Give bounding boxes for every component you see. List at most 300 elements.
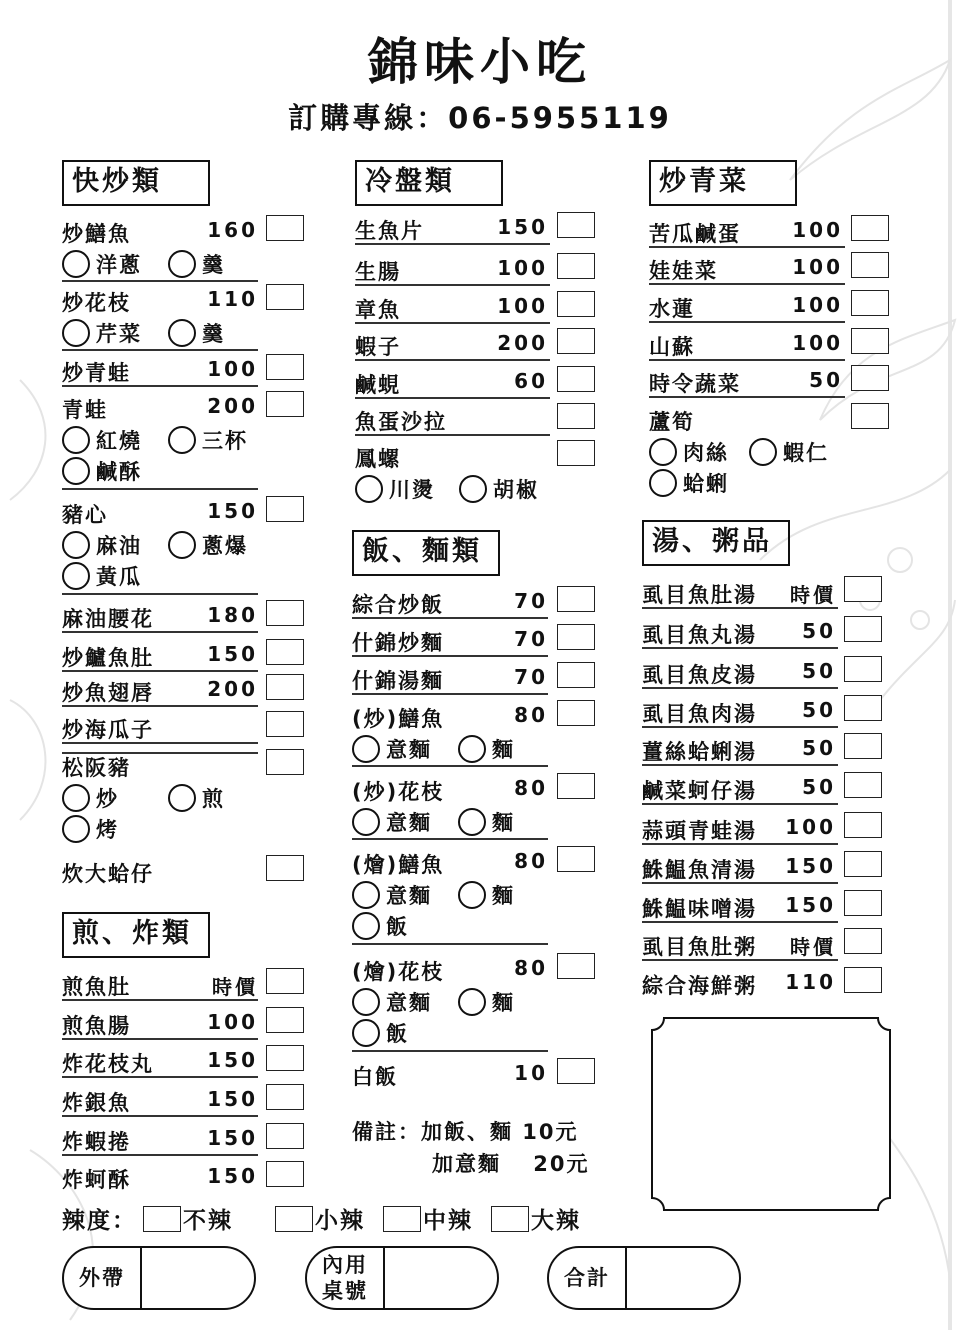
menu-item-name: 苦瓜鹹蛋 bbox=[649, 222, 741, 246]
order-qty-box[interactable] bbox=[851, 290, 889, 316]
option-radio-circle-icon[interactable] bbox=[459, 475, 487, 503]
row-divider bbox=[352, 765, 548, 767]
menu-item-price: 70 bbox=[514, 589, 548, 613]
row-divider bbox=[62, 670, 258, 672]
menu-item-name: 炒青蛙 bbox=[62, 361, 131, 385]
menu-item-name: (炒)鱔魚 bbox=[352, 707, 445, 731]
menu-item-name: 水蓮 bbox=[649, 297, 695, 321]
option-choice[interactable] bbox=[352, 911, 409, 941]
menu-item-name: 炊大蛤仔 bbox=[62, 862, 154, 886]
option-choice[interactable] bbox=[62, 783, 119, 813]
menu-item-name: 松阪豬 bbox=[62, 756, 131, 780]
option-label: 洋蔥 bbox=[96, 253, 142, 277]
order-qty-box[interactable] bbox=[266, 496, 304, 522]
menu-item-name: 章魚 bbox=[355, 298, 401, 322]
total-label: 合計 bbox=[564, 1266, 610, 1290]
option-label: 煎 bbox=[202, 787, 225, 811]
option-label: 飯 bbox=[386, 915, 409, 939]
menu-item-name: 煎魚腸 bbox=[62, 1014, 131, 1038]
spice-checkbox-hot[interactable] bbox=[491, 1206, 529, 1232]
order-qty-box[interactable] bbox=[557, 253, 595, 279]
menu-item-name: 綜合海鮮粥 bbox=[642, 974, 757, 998]
option-radio-circle-icon[interactable] bbox=[749, 438, 777, 466]
option-label: 烤 bbox=[96, 818, 119, 842]
menu-item-price: 50 bbox=[802, 659, 836, 683]
menu-item-price: 150 bbox=[497, 215, 548, 239]
menu-item-name: 鳳螺 bbox=[355, 447, 401, 471]
order-qty-box[interactable] bbox=[844, 616, 882, 642]
option-choice[interactable] bbox=[352, 880, 432, 910]
spice-checkbox-none[interactable] bbox=[143, 1206, 181, 1232]
order-qty-box[interactable] bbox=[851, 215, 889, 241]
row-divider bbox=[355, 359, 550, 361]
row-divider bbox=[642, 764, 838, 766]
row-divider bbox=[649, 246, 845, 248]
order-qty-box[interactable] bbox=[557, 773, 595, 799]
order-qty-box[interactable] bbox=[844, 656, 882, 682]
option-label: 麵 bbox=[492, 811, 515, 835]
menu-item-name: (炒)花枝 bbox=[352, 780, 445, 804]
menu-item-name: 豬心 bbox=[62, 503, 108, 527]
option-choice[interactable] bbox=[62, 318, 142, 348]
option-choice[interactable] bbox=[352, 1018, 409, 1048]
row-divider bbox=[62, 385, 258, 387]
option-label: 紅燒 bbox=[96, 429, 142, 453]
menu-item-name: (燴)花枝 bbox=[352, 960, 445, 984]
row-divider bbox=[649, 359, 845, 361]
order-qty-box[interactable] bbox=[266, 284, 304, 310]
option-radio-circle-icon[interactable] bbox=[168, 319, 196, 347]
order-qty-box[interactable] bbox=[557, 624, 595, 650]
row-divider bbox=[642, 803, 838, 805]
spice-hot-label: 大辣 bbox=[531, 1208, 581, 1234]
note-line-1: 備註：加飯、麵 10元 bbox=[352, 1120, 579, 1144]
menu-item-price: 時價 bbox=[790, 583, 836, 607]
menu-item-price: 50 bbox=[802, 698, 836, 722]
menu-item-name: 青蛙 bbox=[62, 398, 108, 422]
menu-item-name: (燴)鱔魚 bbox=[352, 853, 445, 877]
spice-medium-label: 中辣 bbox=[423, 1208, 473, 1234]
menu-item-name: 炒海瓜子 bbox=[62, 718, 154, 742]
option-label: 黃瓜 bbox=[96, 565, 142, 589]
option-label: 肉絲 bbox=[683, 441, 729, 465]
order-qty-box[interactable] bbox=[557, 953, 595, 979]
dine-in-label bbox=[307, 1248, 383, 1308]
option-choice[interactable] bbox=[168, 783, 225, 813]
menu-item-price: 150 bbox=[207, 1126, 258, 1150]
note-line-2: 加意麵 20元 bbox=[432, 1152, 590, 1176]
row-divider bbox=[62, 705, 258, 707]
takeout-pill[interactable] bbox=[62, 1246, 256, 1310]
option-label: 芹菜 bbox=[96, 322, 142, 346]
total-divider bbox=[625, 1246, 627, 1310]
option-label: 羹 bbox=[202, 322, 225, 346]
menu-item-name: 白飯 bbox=[352, 1065, 398, 1089]
option-label: 麵 bbox=[492, 884, 515, 908]
option-radio-circle-icon[interactable] bbox=[649, 469, 677, 497]
option-label: 三杯 bbox=[202, 429, 248, 453]
menu-item-price: 50 bbox=[802, 619, 836, 643]
order-qty-box[interactable] bbox=[266, 391, 304, 417]
menu-item-price: 70 bbox=[514, 665, 548, 689]
row-divider bbox=[642, 647, 838, 649]
order-qty-box[interactable] bbox=[266, 1007, 304, 1033]
row-divider bbox=[642, 607, 838, 609]
menu-item-name: 生腸 bbox=[355, 260, 401, 284]
menu-item-price: 50 bbox=[809, 368, 843, 392]
order-qty-box[interactable] bbox=[844, 851, 882, 877]
menu-item-price: 60 bbox=[514, 369, 548, 393]
option-radio-circle-icon[interactable] bbox=[355, 475, 383, 503]
row-divider bbox=[62, 488, 258, 490]
option-radio-circle-icon[interactable] bbox=[458, 988, 486, 1016]
memo-box[interactable] bbox=[650, 1016, 892, 1212]
row-divider bbox=[352, 693, 548, 695]
option-choice[interactable] bbox=[352, 734, 432, 764]
option-radio-circle-icon[interactable] bbox=[458, 735, 486, 763]
option-choice[interactable] bbox=[62, 456, 142, 486]
menu-item-name: 虱目魚丸湯 bbox=[642, 623, 757, 647]
dine-in-label-line1: 內用 bbox=[322, 1253, 368, 1277]
option-label: 意麵 bbox=[386, 738, 432, 762]
order-qty-box[interactable] bbox=[844, 733, 882, 759]
menu-item-price: 150 bbox=[785, 893, 836, 917]
menu-item-price: 150 bbox=[207, 1164, 258, 1188]
option-choice[interactable] bbox=[649, 437, 729, 467]
option-choice[interactable] bbox=[355, 474, 435, 504]
spice-label: 辣度： bbox=[62, 1208, 137, 1234]
order-qty-box[interactable] bbox=[557, 846, 595, 872]
row-divider bbox=[62, 280, 258, 282]
menu-item-price: 100 bbox=[207, 1010, 258, 1034]
option-choice[interactable] bbox=[458, 734, 515, 764]
menu-item-name: 炸蚵酥 bbox=[62, 1168, 131, 1192]
option-radio-circle-icon[interactable] bbox=[62, 319, 90, 347]
option-choice[interactable] bbox=[62, 814, 119, 844]
option-choice[interactable] bbox=[168, 318, 225, 348]
section-header-greens: 炒青菜 bbox=[649, 160, 797, 206]
menu-item-price: 100 bbox=[497, 294, 548, 318]
option-label: 意麵 bbox=[386, 884, 432, 908]
menu-item-price: 50 bbox=[802, 775, 836, 799]
order-qty-box[interactable] bbox=[557, 1058, 595, 1084]
option-label: 意麵 bbox=[386, 991, 432, 1015]
menu-item-name: 炸銀魚 bbox=[62, 1091, 131, 1115]
menu-item-price: 100 bbox=[792, 293, 843, 317]
menu-item-price: 50 bbox=[802, 736, 836, 760]
section-header-quick-fry: 快炒類 bbox=[62, 160, 210, 206]
row-divider bbox=[62, 742, 258, 744]
order-qty-box[interactable] bbox=[266, 749, 304, 775]
section-header-cold: 冷盤類 bbox=[355, 160, 503, 206]
section-header-soup: 湯、粥品 bbox=[642, 520, 790, 566]
row-divider bbox=[642, 882, 838, 884]
option-radio-circle-icon[interactable] bbox=[62, 531, 90, 559]
spice-checkbox-medium[interactable] bbox=[383, 1206, 421, 1232]
row-divider bbox=[62, 631, 258, 633]
option-choice[interactable] bbox=[168, 249, 225, 279]
order-qty-box[interactable] bbox=[266, 855, 304, 881]
option-choice[interactable] bbox=[62, 249, 142, 279]
option-radio-circle-icon[interactable] bbox=[168, 531, 196, 559]
menu-item-price: 150 bbox=[207, 642, 258, 666]
order-qty-box[interactable] bbox=[557, 440, 595, 466]
row-divider bbox=[352, 655, 548, 657]
menu-item-price: 200 bbox=[207, 677, 258, 701]
menu-item-price: 160 bbox=[207, 218, 258, 242]
row-divider bbox=[642, 843, 838, 845]
menu-item-price: 150 bbox=[785, 854, 836, 878]
menu-item-price: 200 bbox=[207, 394, 258, 418]
option-label: 蔥爆 bbox=[202, 534, 248, 558]
row-divider bbox=[352, 617, 548, 619]
row-divider bbox=[62, 1154, 258, 1156]
option-label: 麻油 bbox=[96, 534, 142, 558]
menu-item-price: 80 bbox=[514, 849, 548, 873]
menu-item-price: 200 bbox=[497, 331, 548, 355]
option-radio-circle-icon[interactable] bbox=[62, 250, 90, 278]
option-choice[interactable] bbox=[749, 437, 829, 467]
order-qty-box[interactable] bbox=[844, 772, 882, 798]
menu-item-price: 100 bbox=[785, 815, 836, 839]
menu-item-name: 蒜頭青蛙湯 bbox=[642, 819, 757, 843]
menu-item-price: 150 bbox=[207, 1048, 258, 1072]
menu-item-price: 100 bbox=[792, 218, 843, 242]
option-radio-circle-icon[interactable] bbox=[168, 250, 196, 278]
menu-item-name: 煎魚肚 bbox=[62, 975, 131, 999]
order-qty-box[interactable] bbox=[851, 403, 889, 429]
row-divider bbox=[62, 1076, 258, 1078]
menu-item-price: 110 bbox=[785, 970, 836, 994]
option-radio-circle-icon[interactable] bbox=[168, 426, 196, 454]
spice-checkbox-mild[interactable] bbox=[275, 1206, 313, 1232]
option-radio-circle-icon[interactable] bbox=[62, 815, 90, 843]
menu-item-name: 蝦子 bbox=[355, 335, 401, 359]
order-qty-box[interactable] bbox=[557, 586, 595, 612]
option-choice[interactable] bbox=[459, 474, 539, 504]
order-qty-box[interactable] bbox=[266, 1123, 304, 1149]
menu-item-name: 山蘇 bbox=[649, 335, 695, 359]
menu-item-price: 100 bbox=[207, 357, 258, 381]
row-divider bbox=[62, 1038, 258, 1040]
option-radio-circle-icon[interactable] bbox=[352, 735, 380, 763]
option-choice[interactable] bbox=[458, 807, 515, 837]
option-choice[interactable] bbox=[168, 530, 248, 560]
option-choice[interactable] bbox=[649, 468, 729, 498]
row-divider bbox=[62, 1115, 258, 1117]
order-qty-box[interactable] bbox=[266, 215, 304, 241]
option-choice[interactable] bbox=[62, 425, 142, 455]
row-divider bbox=[62, 593, 258, 595]
order-qty-box[interactable] bbox=[557, 291, 595, 317]
row-divider bbox=[355, 284, 550, 286]
order-qty-box[interactable] bbox=[844, 928, 882, 954]
order-qty-box[interactable] bbox=[266, 354, 304, 380]
option-label: 蝦仁 bbox=[783, 441, 829, 465]
section-header-rice-noodle: 飯、麵類 bbox=[352, 530, 500, 576]
menu-item-price: 時價 bbox=[790, 935, 836, 959]
spice-level-row bbox=[62, 1202, 581, 1235]
menu-item-price: 80 bbox=[514, 956, 548, 980]
menu-item-price: 150 bbox=[207, 499, 258, 523]
option-label: 炒 bbox=[96, 787, 119, 811]
menu-item-name: 魚蛋沙拉 bbox=[355, 410, 447, 434]
row-divider bbox=[62, 752, 258, 754]
option-choice[interactable] bbox=[458, 880, 515, 910]
row-divider bbox=[355, 434, 550, 436]
order-phone-line: 訂購專線：06-5955119 bbox=[288, 101, 672, 135]
menu-item-price: 100 bbox=[497, 256, 548, 280]
row-divider bbox=[649, 396, 845, 398]
row-divider bbox=[352, 1050, 548, 1052]
option-label: 胡椒 bbox=[493, 478, 539, 502]
option-label: 麵 bbox=[492, 738, 515, 762]
row-divider bbox=[62, 349, 258, 351]
option-radio-circle-icon[interactable] bbox=[649, 438, 677, 466]
order-qty-box[interactable] bbox=[557, 662, 595, 688]
option-radio-circle-icon[interactable] bbox=[168, 784, 196, 812]
row-divider bbox=[642, 726, 838, 728]
menu-item-name: 生魚片 bbox=[355, 219, 424, 243]
order-qty-box[interactable] bbox=[844, 695, 882, 721]
menu-item-price: 180 bbox=[207, 603, 258, 627]
takeout-label: 外帶 bbox=[79, 1266, 125, 1290]
menu-item-name: 鮢鰛味噌湯 bbox=[642, 897, 757, 921]
menu-item-price: 100 bbox=[792, 331, 843, 355]
row-divider bbox=[355, 243, 550, 245]
order-qty-box[interactable] bbox=[557, 328, 595, 354]
row-divider bbox=[649, 321, 845, 323]
menu-item-name: 炒鱔魚 bbox=[62, 222, 131, 246]
order-qty-box[interactable] bbox=[266, 600, 304, 626]
section-header-fried: 煎、炸類 bbox=[62, 912, 210, 958]
option-radio-circle-icon[interactable] bbox=[352, 912, 380, 940]
order-qty-box[interactable] bbox=[844, 890, 882, 916]
menu-item-name: 虱目魚肉湯 bbox=[642, 702, 757, 726]
menu-item-price: 時價 bbox=[212, 975, 258, 999]
menu-item-name: 什錦湯麵 bbox=[352, 669, 444, 693]
spice-mild-label: 小辣 bbox=[315, 1208, 365, 1234]
row-divider bbox=[355, 397, 550, 399]
order-qty-box[interactable] bbox=[266, 968, 304, 994]
order-qty-box[interactable] bbox=[844, 967, 882, 993]
menu-item-name: 麻油腰花 bbox=[62, 607, 154, 631]
option-radio-circle-icon[interactable] bbox=[352, 808, 380, 836]
option-radio-circle-icon[interactable] bbox=[352, 988, 380, 1016]
order-qty-box[interactable] bbox=[557, 366, 595, 392]
menu-item-name: 鹹蜆 bbox=[355, 373, 401, 397]
option-radio-circle-icon[interactable] bbox=[62, 457, 90, 485]
order-qty-box[interactable] bbox=[266, 639, 304, 665]
order-qty-box[interactable] bbox=[557, 212, 595, 238]
option-choice[interactable] bbox=[168, 425, 248, 455]
menu-item-price: 150 bbox=[207, 1087, 258, 1111]
option-label: 蛤蜊 bbox=[683, 472, 729, 496]
dine-in-label-line2: 桌號 bbox=[322, 1279, 368, 1303]
row-divider bbox=[649, 283, 845, 285]
menu-item-name: 虱目魚肚湯 bbox=[642, 583, 757, 607]
menu-item-name: 綜合炒飯 bbox=[352, 593, 444, 617]
row-divider bbox=[355, 322, 550, 324]
menu-item-name: 虱目魚肚粥 bbox=[642, 935, 757, 959]
menu-item-price: 110 bbox=[207, 287, 258, 311]
row-divider bbox=[352, 838, 548, 840]
option-radio-circle-icon[interactable] bbox=[352, 1019, 380, 1047]
menu-item-price: 80 bbox=[514, 776, 548, 800]
order-qty-box[interactable] bbox=[266, 674, 304, 700]
option-label: 鹹酥 bbox=[96, 460, 142, 484]
order-qty-box[interactable] bbox=[851, 252, 889, 278]
option-choice[interactable] bbox=[352, 807, 432, 837]
option-choice[interactable] bbox=[62, 561, 142, 591]
menu-item-name: 什錦炒麵 bbox=[352, 631, 444, 655]
total-pill[interactable] bbox=[547, 1246, 741, 1310]
order-qty-box[interactable] bbox=[557, 403, 595, 429]
order-qty-box[interactable] bbox=[266, 1084, 304, 1110]
menu-item-name: 炒鱸魚肚 bbox=[62, 646, 154, 670]
option-radio-circle-icon[interactable] bbox=[62, 784, 90, 812]
order-qty-box[interactable] bbox=[266, 711, 304, 737]
row-divider bbox=[642, 959, 838, 961]
menu-item-name: 虱目魚皮湯 bbox=[642, 663, 757, 687]
menu-item-name: 薑絲蛤蜊湯 bbox=[642, 740, 757, 764]
menu-item-price: 10 bbox=[514, 1061, 548, 1085]
option-radio-circle-icon[interactable] bbox=[62, 426, 90, 454]
option-label: 麵 bbox=[492, 991, 515, 1015]
order-qty-box[interactable] bbox=[844, 576, 882, 602]
option-choice[interactable] bbox=[458, 987, 515, 1017]
option-label: 川燙 bbox=[389, 478, 435, 502]
order-qty-box[interactable] bbox=[844, 812, 882, 838]
menu-item-name: 時令蔬菜 bbox=[649, 372, 741, 396]
dine-in-divider bbox=[383, 1246, 385, 1310]
menu-item-name: 鹹菜蚵仔湯 bbox=[642, 779, 757, 803]
option-label: 羹 bbox=[202, 253, 225, 277]
row-divider bbox=[62, 999, 258, 1001]
option-choice[interactable] bbox=[352, 987, 432, 1017]
order-qty-box[interactable] bbox=[851, 328, 889, 354]
restaurant-title: 錦味小吃 bbox=[368, 33, 592, 91]
option-radio-circle-icon[interactable] bbox=[62, 562, 90, 590]
spice-none-label: 不辣 bbox=[183, 1208, 233, 1234]
option-choice[interactable] bbox=[62, 530, 142, 560]
menu-item-name: 娃娃菜 bbox=[649, 259, 718, 283]
order-qty-box[interactable] bbox=[557, 700, 595, 726]
menu-item-name: 蘆筍 bbox=[649, 410, 695, 434]
option-radio-circle-icon[interactable] bbox=[458, 881, 486, 909]
option-radio-circle-icon[interactable] bbox=[458, 808, 486, 836]
menu-item-name: 鮢鰛魚清湯 bbox=[642, 858, 757, 882]
option-radio-circle-icon[interactable] bbox=[352, 881, 380, 909]
menu-item-price: 70 bbox=[514, 627, 548, 651]
row-divider bbox=[352, 943, 548, 945]
order-qty-box[interactable] bbox=[851, 365, 889, 391]
order-qty-box[interactable] bbox=[266, 1161, 304, 1187]
menu-item-name: 炒魚翅唇 bbox=[62, 681, 154, 705]
menu-item-price: 80 bbox=[514, 703, 548, 727]
menu-item-name: 炸花枝丸 bbox=[62, 1052, 154, 1076]
takeout-divider bbox=[140, 1246, 142, 1310]
row-divider bbox=[642, 921, 838, 923]
menu-item-name: 炸蝦捲 bbox=[62, 1130, 131, 1154]
dine-in-pill[interactable] bbox=[305, 1246, 499, 1310]
order-qty-box[interactable] bbox=[266, 1045, 304, 1071]
menu-item-price: 100 bbox=[792, 255, 843, 279]
row-divider bbox=[642, 687, 838, 689]
option-label: 意麵 bbox=[386, 811, 432, 835]
option-label: 飯 bbox=[386, 1022, 409, 1046]
menu-item-name: 炒花枝 bbox=[62, 291, 131, 315]
